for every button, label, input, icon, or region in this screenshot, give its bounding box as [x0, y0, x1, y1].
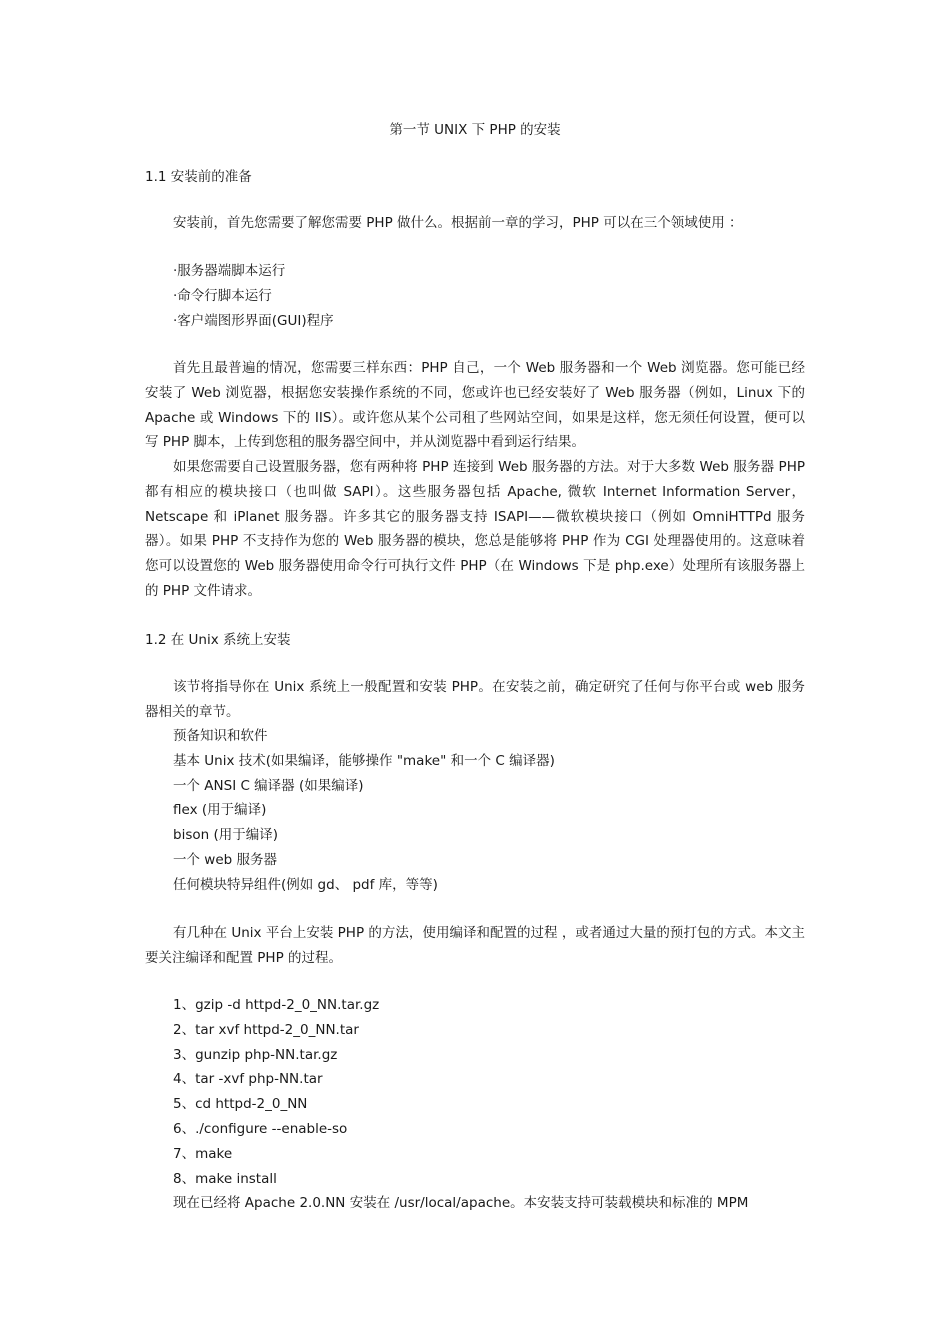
prereq-item: flex (用于编译): [173, 802, 267, 819]
page-title: 第一节 UNIX 下 PHP 的安装: [389, 122, 561, 138]
install-step: 4、tar -xvf php-NN.tar: [173, 1071, 323, 1088]
prereq-item: 一个 web 服务器: [173, 851, 277, 868]
server-setup-paragraph: 如果您需要自己设置服务器，您有两种将 PHP 连接到 Web 服务器的方法。对于大多数 Web 服务器 PHP 都有相应的模块接口（也叫做 SAPI）。这些服务器包括 Apache, 微软 Internet Information Server，Netscape 和 iPlanet 服务器。许多其它的服务器支持 ISAPI——微软模块接口（例如 OmniHTTPd 服务器）。如果 PHP 不支持作为您的 Web 服务器的模块，您总是能够将 PHP 作为 CGI 处理器使用的。这意味着您可以设置您的 Web 服务器使用命令行可执行文件 PHP（在 Windows 下是 php.exe）处理所有该服务器上的 PHP 文件请求。: [145, 459, 805, 599]
prereq-item: bison (用于编译): [173, 827, 278, 844]
bullet-item: ·服务器端脚本运行: [173, 263, 286, 279]
prereq-item: 基本 Unix 技术(如果编译，能够操作 "make" 和一个 C 编译器): [173, 752, 555, 769]
prereq-item: 预备知识和软件: [173, 728, 268, 744]
usage-bullet-list: [173, 259, 334, 334]
install-note: 现在已经将 Apache 2.0.NN 安装在 /usr/local/apache。本安装支持可装载模块和标准的 MPM: [173, 1195, 749, 1212]
install-step: 2、tar xvf httpd-2_0_NN.tar: [173, 1021, 359, 1038]
intro-paragraph: 安装前，首先您需要了解您需要 PHP 做什么。根据前一章的学习，PHP 可以在三个领域使用 ：: [173, 215, 743, 231]
install-step: 8、make install: [173, 1170, 277, 1187]
install-step: 7、make: [173, 1145, 233, 1162]
bullet-item: ·客户端图形界面(GUI)程序: [173, 313, 334, 329]
install-step: 1、gzip -d httpd-2_0_NN.tar.gz: [173, 997, 380, 1013]
install-steps-list: [173, 993, 748, 1216]
web-server-paragraph: 首先且最普遍的情况，您需要三样东西：PHP 自己，一个 Web 服务器和一个 Web 浏览器。您可能已经安装了 Web 浏览器，根据您安装操作系统的不同，您或许也已经安装好了 Web 服务器（例如，Linux 下的 Apache 或 Windows 下的 IIS）。或许您从某个公司租了些网站空间，如果是这样，您无须任何设置，便可以写 PHP 脚本，上传到您租的服务器空间中，并从浏览器中看到运行结果。: [145, 360, 805, 451]
prerequisite-list: [173, 724, 555, 898]
section-heading-1-2: 1.2 在 Unix 系统上安装: [145, 632, 291, 648]
install-step: 5、cd httpd-2_0_NN: [173, 1096, 308, 1113]
unix-intro-paragraph: 该节将指导你在 Unix 系统上一般配置和安装 PHP。在安装之前，确定研究了任何与你平台或 web 服务器相关的章节。: [145, 679, 805, 720]
section-heading-1-1: 1.1 安装前的准备: [145, 169, 252, 185]
prereq-item: 任何模块特异组件(例如 gd、 pdf 库，等等): [173, 876, 438, 893]
bullet-item: ·命令行脚本运行: [173, 288, 272, 304]
install-methods-paragraph: 有几种在 Unix 平台上安装 PHP 的方法，使用编译和配置的过程 ，或者通过大量的预打包的方式。本文主要关注编译和配置 PHP 的过程。: [145, 925, 805, 966]
install-step: 6、./configure --enable-so: [173, 1120, 348, 1137]
prereq-item: 一个 ANSI C 编译器 (如果编译): [173, 777, 364, 794]
install-step: 3、gunzip php-NN.tar.gz: [173, 1046, 338, 1063]
